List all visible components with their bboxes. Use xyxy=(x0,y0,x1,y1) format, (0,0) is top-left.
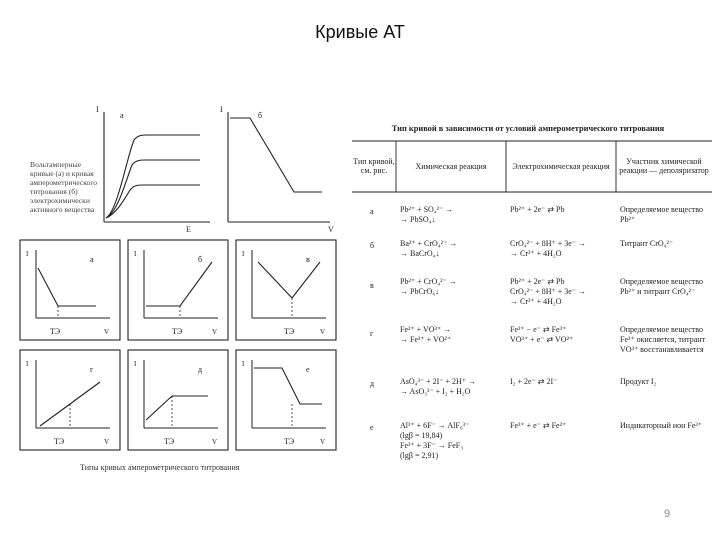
panel-v-axis-i: I xyxy=(242,250,245,258)
curve-d xyxy=(146,396,208,420)
panel-e-axis-v: V xyxy=(320,438,326,446)
row-v-electrochemical: Pb²⁺ + 2e⁻ ⇄ Pb CrO₄²⁻ + 8H⁺ + 3e⁻ → → Cr³⁺ + 4H₂O xyxy=(510,277,586,306)
row-d-type: д xyxy=(370,379,375,388)
row-e-participant: Индикаторный ион Fe³⁺ xyxy=(620,421,703,430)
panel-g-axis-v: V xyxy=(104,438,110,446)
row-b-electrochemical: CrO₄²⁻ + 8H⁺ + 3e⁻ → → Cr³⁺ + 4H₂O xyxy=(510,239,586,258)
row-v-type: в xyxy=(370,281,374,290)
panel-b-letter: б xyxy=(198,255,203,264)
panel-b-axis-i: I xyxy=(134,250,137,258)
row-g-type: г xyxy=(370,329,374,338)
curve-a xyxy=(38,268,96,306)
panel-b-axis-v: V xyxy=(212,328,218,336)
row-a-participant: Определяемое вещество Pb²⁺ xyxy=(620,205,704,224)
row-a-electrochemical: Pb²⁺ + 2e⁻ ⇄ Pb xyxy=(510,205,565,214)
top-axis-e: E xyxy=(186,225,191,234)
panel-a-axis-v: V xyxy=(104,328,110,336)
top-axis-v: V xyxy=(328,225,334,234)
panel-a-axis-i: I xyxy=(26,250,29,258)
panel-v-axis-v: V xyxy=(320,328,326,336)
panel-d-letter: д xyxy=(198,365,203,374)
panel-d-te: ТЭ xyxy=(164,437,175,446)
top-letter-b: б xyxy=(258,111,263,120)
page-title: Кривые АТ xyxy=(315,22,405,42)
row-e-electrochemical: Fe³⁺ + e⁻ ⇄ Fe²⁺ xyxy=(510,421,567,430)
top-letter-a: а xyxy=(120,111,124,120)
row-g-participant: Определяемое вещество Fe²⁺ окисляется, титрант VO³⁺ восстанавливается xyxy=(620,325,706,354)
row-d-electrochemical: I₂ + 2e⁻ ⇄ 2I⁻ xyxy=(510,377,558,386)
panel-b-te: ТЭ xyxy=(172,327,183,336)
row-a-type: а xyxy=(370,207,374,216)
top-axis-i-left: I xyxy=(96,105,99,114)
row-v-chemical: Pb²⁺ + CrO₄²⁻ → → PbCrO₄↓ xyxy=(400,277,457,296)
panel-d-axis-i: I xyxy=(134,360,137,368)
row-a-chemical: Pb²⁺ + SO₄²⁻ → → PbSO₄↓ xyxy=(400,205,454,224)
panel-d-axis-v: V xyxy=(212,438,218,446)
panel-e-letter: е xyxy=(306,365,310,374)
titration-curve-b xyxy=(228,112,330,222)
curve-types-caption: Типы кривых амперометрического титрования xyxy=(80,463,240,472)
curve-e xyxy=(254,368,322,404)
panel-a-te: ТЭ xyxy=(50,327,61,336)
header-type: Тип кривой, см. рис. xyxy=(353,157,395,175)
panel-g-letter: г xyxy=(90,365,94,374)
panel-e-axis-i: I xyxy=(242,360,245,368)
row-g-chemical: Fe²⁺ + VO³⁺ → → Fe³⁺ + VO²⁺ xyxy=(400,325,452,344)
panel-v-te: ТЭ xyxy=(284,327,295,336)
header-chemical: Химическая реакция xyxy=(415,161,487,171)
page-number: 9 xyxy=(664,508,671,520)
curve-v xyxy=(258,262,320,298)
panel-e-te: ТЭ xyxy=(284,437,295,446)
curve-b xyxy=(146,262,212,306)
row-e-chemical: Al³⁺ + 6F⁻ → AlF₆³⁻ (lgβ = 19,84) Fe³⁺ + 3F⁻ → FeF₃ (lgβ = 2,91) xyxy=(400,421,470,460)
row-d-chemical: AsO₄³⁻ + 2I⁻ + 2H⁺ → → AsO₃³⁻ + I₂ + H₂O xyxy=(400,377,476,396)
voltammogram-a xyxy=(104,112,210,222)
row-b-type: б xyxy=(370,241,375,250)
header-participant: Участник химической реакции — деполяризатор xyxy=(619,157,709,175)
panel-g-te: ТЭ xyxy=(54,437,65,446)
row-v-participant: Определяемое вещество Pb²⁺ и титрант CrO₄²⁻ xyxy=(620,277,704,296)
voltammogram-caption: Вольтамперные кривые (а) и кривая амперометрического титрования (б) электрохимически активного вещества xyxy=(30,160,98,214)
panel-v-letter: в xyxy=(306,255,310,264)
row-g-electrochemical: Fe²⁺ − e⁻ ⇄ Fe³⁺ VO³⁺ + e⁻ ⇄ VO²⁺ xyxy=(510,325,574,344)
panel-a-letter: а xyxy=(90,255,94,264)
top-axis-i-right: I xyxy=(220,105,223,114)
table-title: Тип кривой в зависимости от условий амперометрического титрования xyxy=(391,124,665,133)
panel-g-axis-i: I xyxy=(26,360,29,368)
row-b-chemical: Ba²⁺ + CrO₄²⁻ → → BaCrO₄↓ xyxy=(400,239,458,258)
header-electrochemical: Электрохимическая реакция xyxy=(512,161,610,171)
row-d-participant: Продукт I₂ xyxy=(620,377,657,386)
row-e-type: е xyxy=(370,423,374,432)
row-b-participant: Титрант CrO₄²⁻ xyxy=(620,239,674,248)
